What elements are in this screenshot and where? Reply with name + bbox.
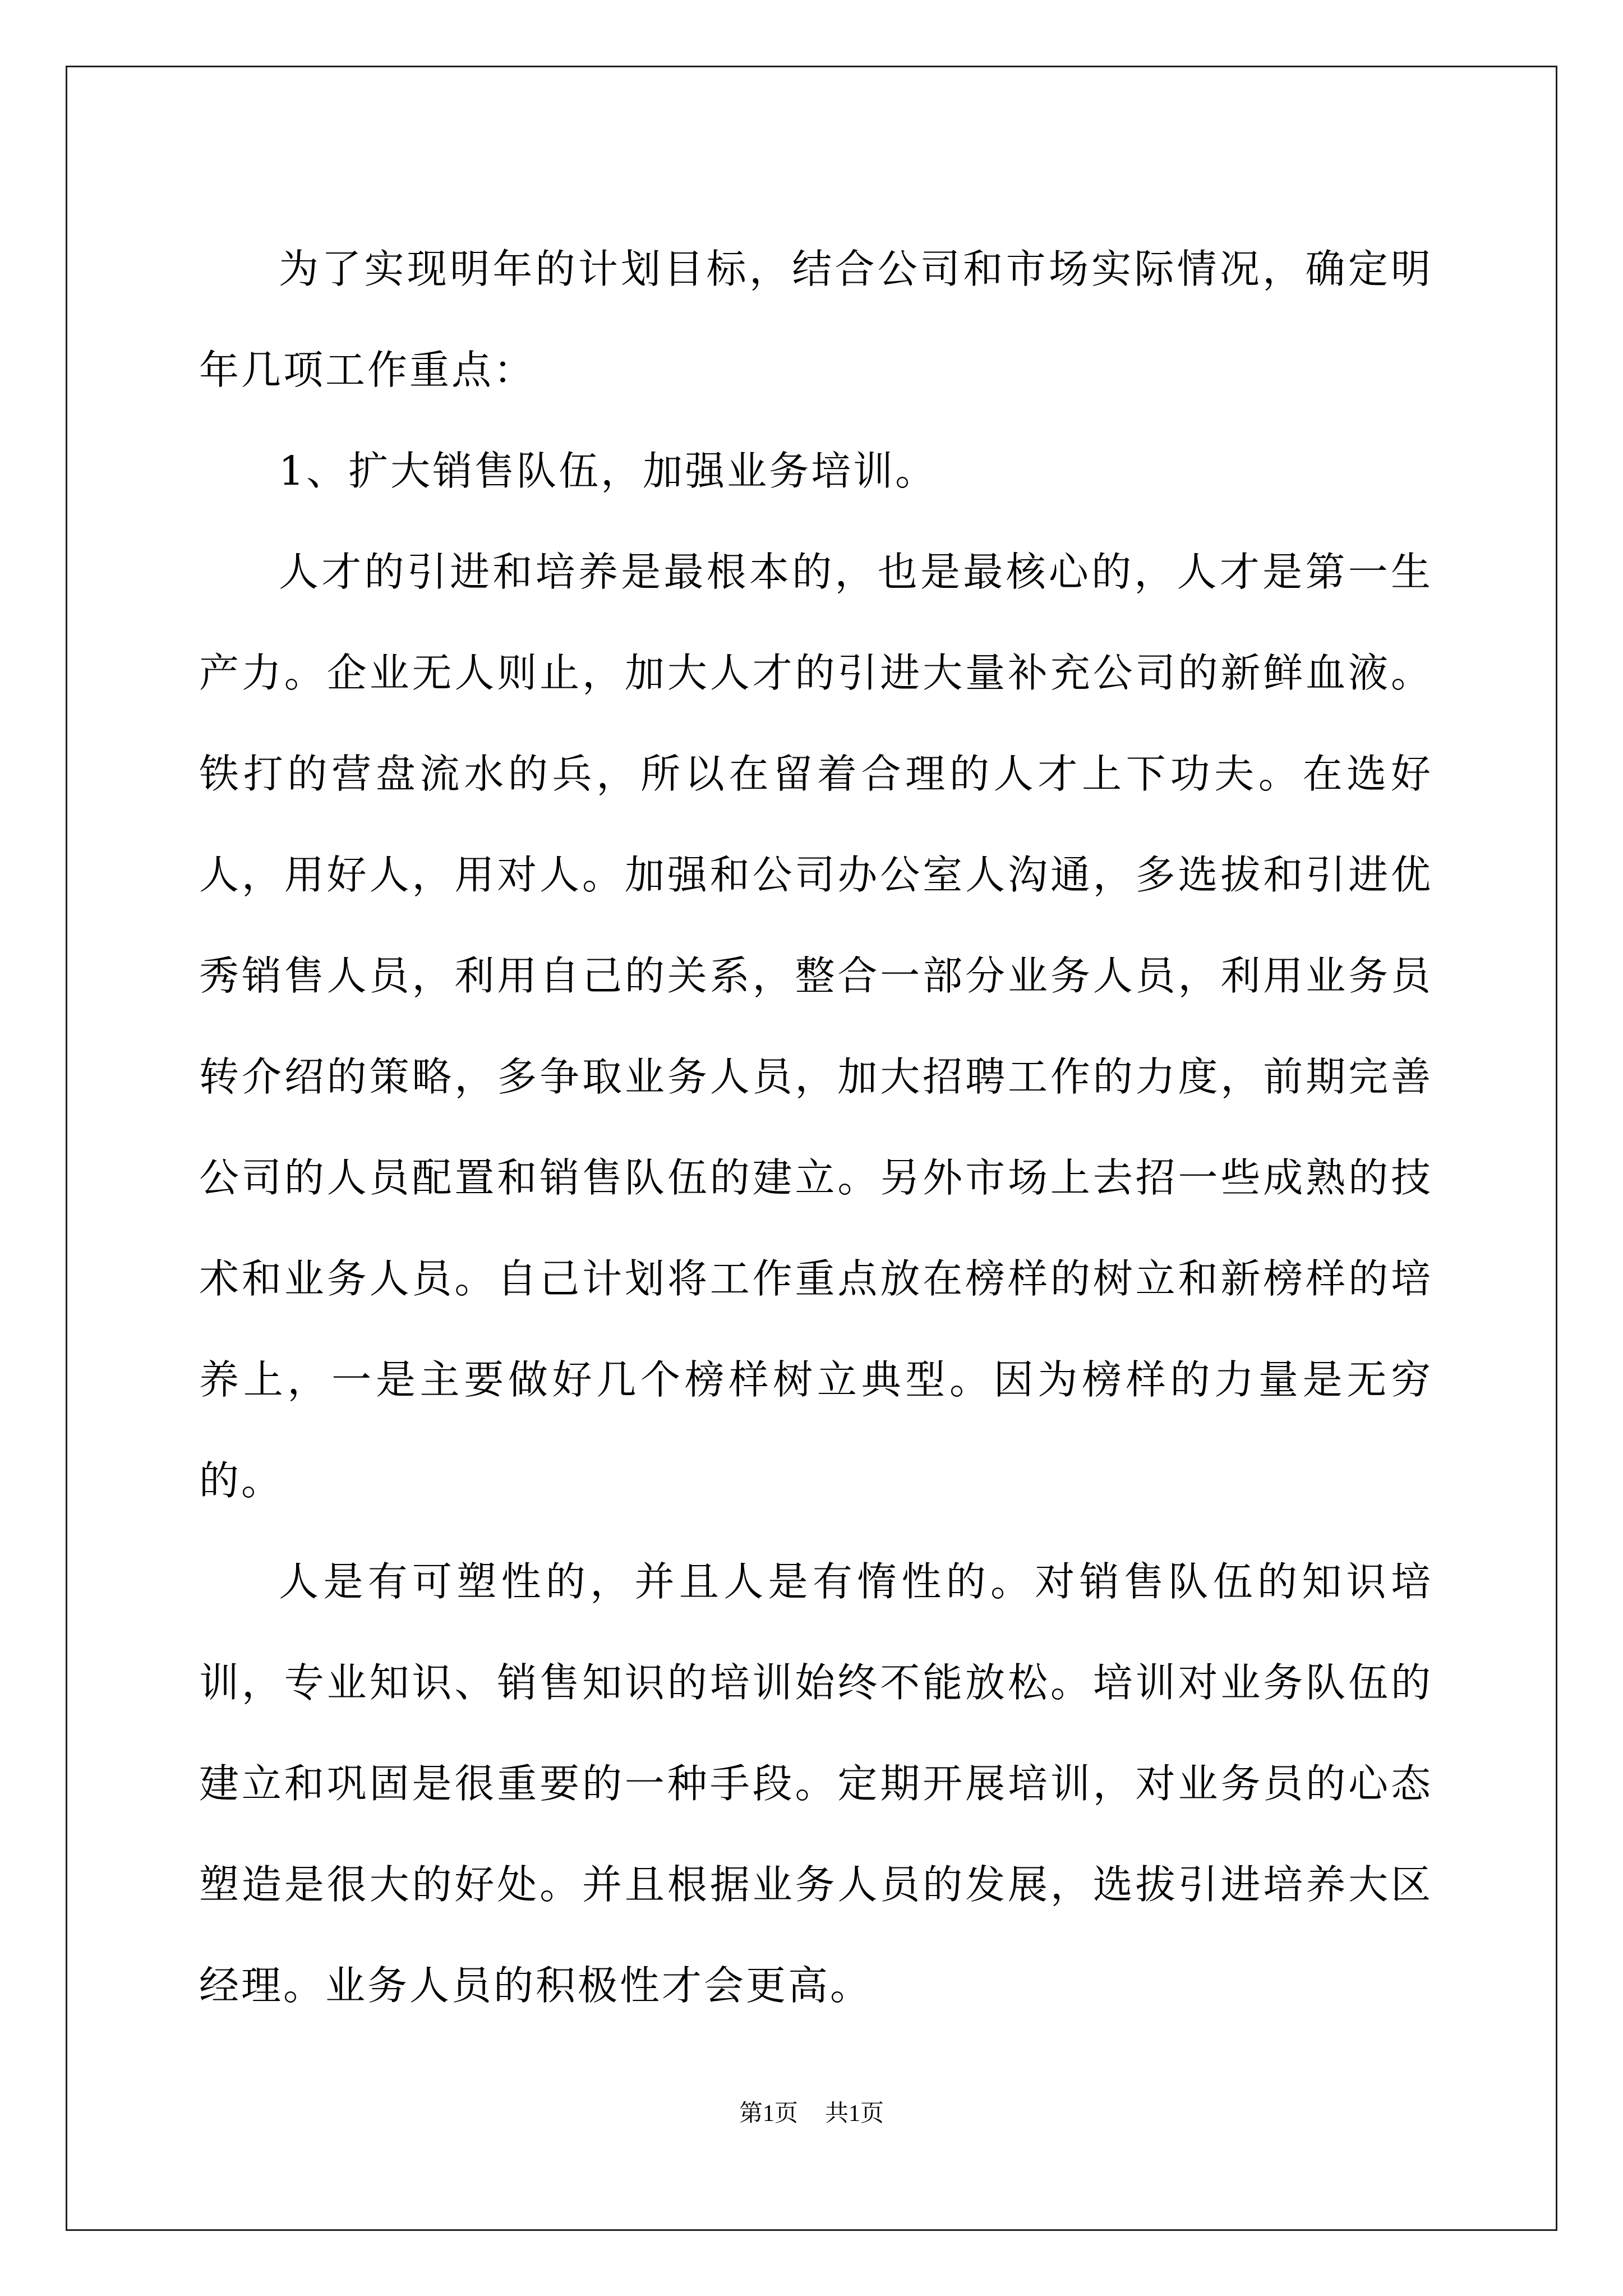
page-footer <box>0 2099 1623 2128</box>
paragraph: 人是有可塑性的，并且人是有惰性的。对销售队伍的知识培训，专业知识、销售知识的培训始终不能放松。培训对业务队伍的建立和巩固是很重要的一种手段。定期开展培训，对业务员的心态塑造是很大的好处。并且根据业务人员的发展，选拔引进培养大区经理。业务人员的积极性才会更高。 <box>199 1558 1433 2009</box>
paragraph: 人才的引进和培养是最根本的，也是最核心的，人才是第一生产力。企业无人则止，加大人才的引进大量补充公司的新鲜血液。 铁打的营盘流水的兵，所以在留着合理的人才上下功夫。在选好人，用好人，用对人。加强和公司办公室人沟通，多选拔和引进优秀销售人员，利用自己的关系，整合一部分业务人员，利用业务员转介绍的策略，多争取业务人员，加大招聘工作的力度，前期完善公司的人员配置和销售队伍的建立。另外市场上去招一些成熟的技术和业务人员。自己计划将工作重点放在榜样的树立和新榜样的培养上，一是主要做好几个榜样树立典型。因为榜样的力量是无穷的。 <box>199 549 1433 1504</box>
paragraph: 1、扩大销售队伍，加强业务培训。 <box>279 448 938 494</box>
page-number: 第1页 <box>739 2101 798 2127</box>
page-total: 共1页 <box>825 2101 884 2127</box>
paragraph: 为了实现明年的计划目标，结合公司和市场实际情况，确定明年几项工作重点： <box>199 246 1433 393</box>
document-body <box>199 219 1433 2036</box>
